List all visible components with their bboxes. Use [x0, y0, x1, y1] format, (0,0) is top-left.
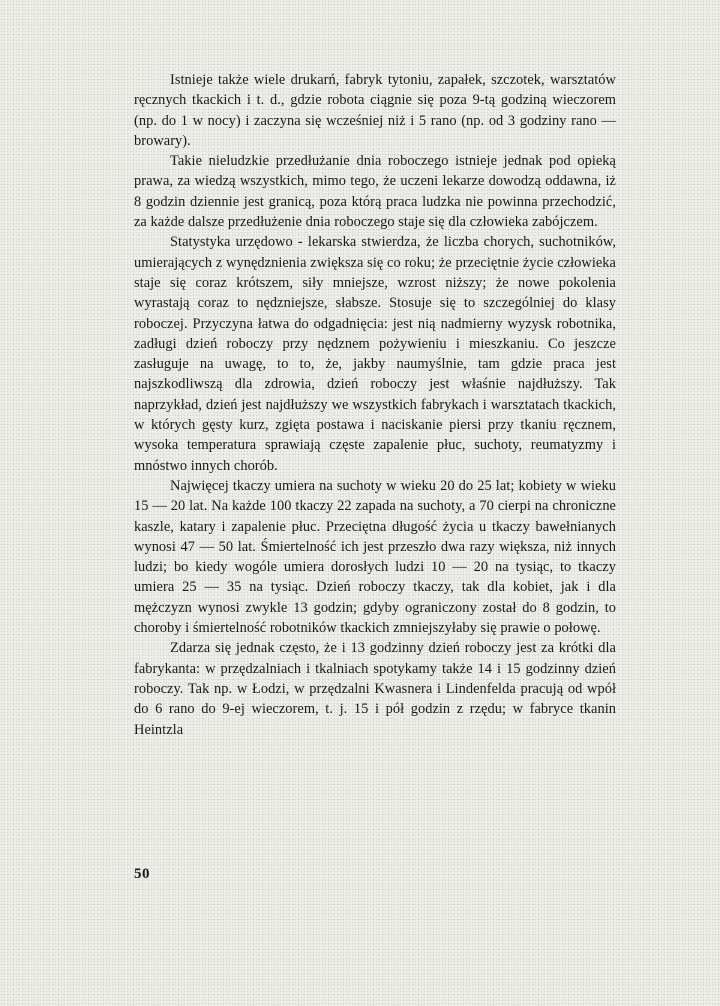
- paragraph-5: Zdarza się jednak często, że i 13 godzinny dzień roboczy jest za krótki dla fabrykanta: w przędzalniach i tkalniach spotykamy także 14 i 15 godzinny dzień roboczy. Tak np. w Łodzi, w przędzalni Kwasnera i Lindenfelda pracują od wpół do 6 rano do 9-ej wieczorem, t. j. 15 i pół godzin z rzędu; w fabryce tkanin Heintzla: [134, 640, 616, 738]
- document-page: [134, 70, 616, 970]
- paragraph-2: Takie nieludzkie przedłużanie dnia roboczego istnieje jednak pod opieką prawa, za wiedzą wszystkich, mimo tego, że uczeni lekarze dowodzą oddawna, iż 8 godzin dziennie jest granicą, poza którą praca ludzka nie powinna przechodzić, za każde dalsze przedłużenie dnia roboczego staje się dla człowieka zabójczem.: [134, 153, 616, 231]
- paragraph-1: Istnieje także wiele drukarń, fabryk tytoniu, zapałek, szczotek, warsztatów ręcznych tkackich i t. d., gdzie robota ciągnie się poza 9-tą godziną wieczorem (np. do 1 w nocy) i zaczyna się wcześniej niż i 5 rano (np. od 3 godziny rano — browary).: [134, 72, 616, 149]
- page-number: 50: [134, 866, 150, 882]
- paragraph-3: Statystyka urzędowo - lekarska stwierdza, że liczba chorych, suchotników, umierających z wynędznienia zwiększa się co roku; że przeciętnie życie człowieka staje się coraz krótszem, siły mniejsze, wzrost niższy; że nowe pokolenia wyrastają coraz to nędzniejsze, słabsze. Stosuje się to szczególniej do klasy roboczej. Przyczyna łatwa do odgadnięcia: jest nią nadmierny wyzysk robotnika, zadługi dzień roboczy przy nędznem pożywieniu i mieszkaniu. Co jeszcze zasługuje na uwagę, to to, że, jakby naumyślnie, tam gdzie praca jest najszkodliwszą dla zdrowia, dzień roboczy jest właśnie najdłuższy. Tak naprzykład, dzień jest najdłuższy we wszystkich fabrykach i warsztatach tkackich, w których gęsty kurz, zgięta postawa i naciskanie piersi przy tkaniu ręcznem, wysoka temperatura sprawiają częste zapalenie płuc, suchoty, reumatyzmy i mnóstwo innych chorób.: [134, 234, 616, 474]
- paragraph-4: Najwięcej tkaczy umiera na suchoty w wieku 20 do 25 lat; kobiety w wieku 15 — 20 lat. Na każde 100 tkaczy 22 zapada na suchoty, a 70 cierpi na chroniczne kaszle, katary i zapalenie płuc. Przeciętna długość życia u tkaczy bawełnianych wynosi 47 — 50 lat. Śmiertelność ich jest przeszło dwa razy większa, niż innych ludzi; bo kiedy wogóle umiera dorosłych ludzi 10 — 20 na tysiąc, to tkaczy umiera 25 — 35 na tysiąc. Dzień roboczy tkaczy, tak dla kobiet, jak i dla mężczyzn wynosi zwykle 13 godzin; gdyby ograniczony został do 8 godzin, to choroby i śmiertelność robotników tkackich zmniejszyłaby się prawie o połowę.: [134, 477, 616, 637]
- body-text: [134, 70, 616, 740]
